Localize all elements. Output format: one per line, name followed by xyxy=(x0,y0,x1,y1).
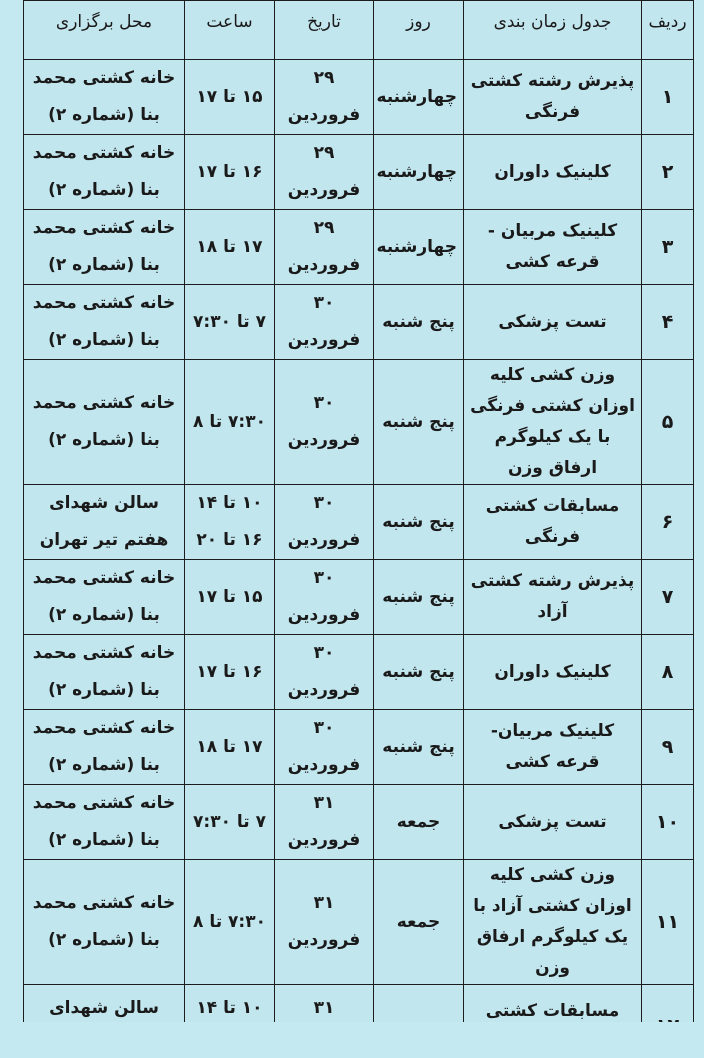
day-cell: پنج شنبه xyxy=(374,485,464,560)
event-cell: کلینیک داوران xyxy=(464,135,642,210)
time-cell: ۱۰ تا ۱۴ ۱۶ تا ۲۰ xyxy=(185,485,275,560)
row-number: ۲ xyxy=(642,135,694,210)
date-cell: ۳۱ فروردین xyxy=(275,785,374,860)
date-cell: ۳۰ فروردین xyxy=(275,710,374,785)
event-cell: کلینیک مربیان- قرعه کشی xyxy=(464,710,642,785)
header-schedule: جدول زمان بندی xyxy=(464,1,642,60)
row-number: ۸ xyxy=(642,635,694,710)
time-cell: ۱۶ تا ۱۷ xyxy=(185,635,275,710)
time-cell: ۱۷ تا ۱۸ xyxy=(185,210,275,285)
event-cell: وزن کشی کلیه اوزان کشتی فرنگی با یک کیلوگرم ارفاق وزن xyxy=(464,360,642,485)
time-cell: ۷:۳۰ تا ۸ xyxy=(185,360,275,485)
event-cell: مسابقات کشتی فرنگی xyxy=(464,485,642,560)
table-row xyxy=(24,360,694,485)
date-cell: ۳۰ فروردین xyxy=(275,560,374,635)
date-cell: ۳۱ فروردین xyxy=(275,860,374,985)
row-number: ۱۰ xyxy=(642,785,694,860)
header-day: روز xyxy=(374,1,464,60)
day-cell: چهارشنبه xyxy=(374,60,464,135)
table-row xyxy=(24,285,694,360)
row-number: ۷ xyxy=(642,560,694,635)
event-cell: پذیرش رشته کشتی فرنگی xyxy=(464,60,642,135)
date-cell: ۲۹ فروردین xyxy=(275,210,374,285)
venue-cell: سالن شهدای xyxy=(24,985,185,1058)
venue-cell: سالن شهدای هفتم تیر تهران xyxy=(24,485,185,560)
event-cell: تست پزشکی xyxy=(464,285,642,360)
table-row xyxy=(24,210,694,285)
header-venue: محل برگزاری xyxy=(24,1,185,60)
venue-cell: خانه کشتی محمد بنا (شماره ۲) xyxy=(24,360,185,485)
event-cell: کلینیک داوران xyxy=(464,635,642,710)
venue-cell: خانه کشتی محمد بنا (شماره ۲) xyxy=(24,210,185,285)
row-number: ۱ xyxy=(642,60,694,135)
row-number: ۳ xyxy=(642,210,694,285)
header-date: تاریخ xyxy=(275,1,374,60)
table-row xyxy=(24,860,694,985)
row-number: ۴ xyxy=(642,285,694,360)
date-cell: ۲۹ فروردین xyxy=(275,135,374,210)
time-cell: ۱۶ تا ۱۷ xyxy=(185,135,275,210)
day-cell: چهارشنبه xyxy=(374,135,464,210)
row-number: ۱۱ xyxy=(642,860,694,985)
day-cell: جمعه xyxy=(374,860,464,985)
event-cell: تست پزشکی xyxy=(464,785,642,860)
venue-cell: خانه کشتی محمد بنا (شماره ۲) xyxy=(24,285,185,360)
row-number: ۹ xyxy=(642,710,694,785)
venue-cell: خانه کشتی محمد بنا (شماره ۲) xyxy=(24,635,185,710)
venue-cell: خانه کشتی محمد بنا (شماره ۲) xyxy=(24,135,185,210)
event-cell: پذیرش رشته کشتی آزاد xyxy=(464,560,642,635)
header-hour: ساعت xyxy=(185,1,275,60)
time-cell: ۷ تا ۷:۳۰ xyxy=(185,785,275,860)
bottom-background xyxy=(0,1022,704,1058)
time-cell: ۱۷ تا ۱۸ xyxy=(185,710,275,785)
schedule-table xyxy=(23,0,694,1058)
time-cell: ۱۰ تا ۱۴ xyxy=(185,985,275,1058)
day-cell: پنج شنبه xyxy=(374,710,464,785)
header-radif: ردیف xyxy=(642,1,694,60)
table-row xyxy=(24,485,694,560)
venue-cell: خانه کشتی محمد بنا (شماره ۲) xyxy=(24,860,185,985)
venue-cell: خانه کشتی محمد بنا (شماره ۲) xyxy=(24,60,185,135)
table-row xyxy=(24,710,694,785)
event-cell: وزن کشی کلیه اوزان کشتی آزاد با یک کیلوگرم ارفاق وزن xyxy=(464,860,642,985)
date-cell: ۳۰ فروردین xyxy=(275,285,374,360)
event-cell: مسابقات کشتی xyxy=(464,985,642,1058)
day-cell: پنج شنبه xyxy=(374,635,464,710)
venue-cell: خانه کشتی محمد بنا (شماره ۲) xyxy=(24,785,185,860)
date-cell: ۲۹ فروردین xyxy=(275,60,374,135)
date-cell: ۳۱ xyxy=(275,985,374,1058)
day-cell: جمعه xyxy=(374,785,464,860)
day-cell: پنج شنبه xyxy=(374,285,464,360)
time-cell: ۱۵ تا ۱۷ xyxy=(185,560,275,635)
table-row xyxy=(24,135,694,210)
header-row xyxy=(24,1,694,60)
table-row xyxy=(24,635,694,710)
table-row xyxy=(24,60,694,135)
venue-cell: خانه کشتی محمد بنا (شماره ۲) xyxy=(24,710,185,785)
table-row xyxy=(24,785,694,860)
table-row xyxy=(24,560,694,635)
event-cell: کلینیک مربیان - قرعه کشی xyxy=(464,210,642,285)
day-cell: پنج شنبه xyxy=(374,360,464,485)
date-cell: ۳۰ فروردین xyxy=(275,635,374,710)
row-number: ۵ xyxy=(642,360,694,485)
time-cell: ۱۵ تا ۱۷ xyxy=(185,60,275,135)
time-cell: ۷ تا ۷:۳۰ xyxy=(185,285,275,360)
row-number: ۶ xyxy=(642,485,694,560)
day-cell: پنج شنبه xyxy=(374,560,464,635)
day-cell: چهارشنبه xyxy=(374,210,464,285)
time-cell: ۷:۳۰ تا ۸ xyxy=(185,860,275,985)
date-cell: ۳۰ فروردین xyxy=(275,485,374,560)
venue-cell: خانه کشتی محمد بنا (شماره ۲) xyxy=(24,560,185,635)
date-cell: ۳۰ فروردین xyxy=(275,360,374,485)
